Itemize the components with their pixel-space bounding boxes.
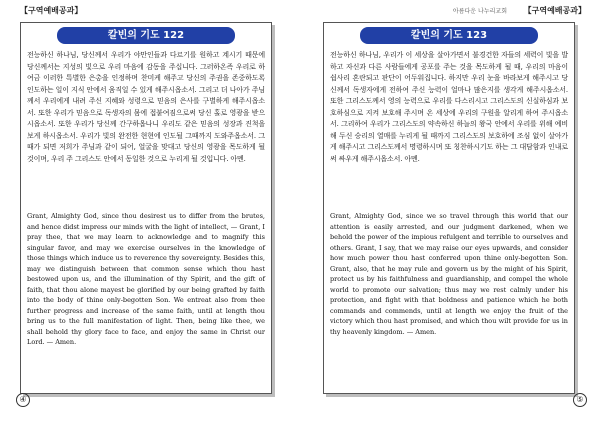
english-prayer-text: Grant, Almighty God, since thou desirest us to differ from the brutes, and hence didst impress our minds with the light of intellect, — Grant, I pray thee, that we may learn to acknowledge and to magnify this singular favor, and may we exercise ourselves in the knowledge of those things which induce us to reverence thy sovereignty. Besides this, may we distinguish between that common sense which thou hast bestowed upon us, and the illumination of thy Spirit, and the gift of faith, that thou alone mayest be glorified by our being grafted by faith into the body of thine only-begotten Son. We entreat also from thee further progress and increase of the same faith, until at length thou bring us to the full manifestation of light. Then, being like thee, we shall behold thy glory face to face, and enjoy the same in Christ our Lord. — Amen. (27, 212, 265, 346)
prayer-title: 칼빈의 기도 123 (360, 27, 538, 44)
korean-prayer-text: 전능하신 하나님, 당신께서 우리가 야만인들과 다르기를 원하고 계시기 때문에 당신께서는 지성의 빛으로 우리 마음에 감동을 주십니다. 그러하온즉 우리로 하여금 이러한 특별한 은총을 인정하며 찬미케 해주고 당신의 주권을 존중하도록 인도하는 일이 지식 안에서 움직일 수 있게 해주시옵소서. 그리고 더 나아가 주님께서 우리에게 내려 주신 지혜와 성령으로 믿음의 은사를 구별하게 해주시옵소서. 또한 우리가 믿음으로 독생자의 몸에 접붙여짐으로써 당신 홀로 영광을 받으시옵소서. 또한 우리가 당신께 간구하옵나니 우리도 같은 믿음의 성장과 진척을 보게 하시옵소서. 우리가 빛의 완전한 현현에 인도될 그때까지 도와주옵소서. 그때가 되면 저희가 주님과 같이 되어, 얼굴을 맞대고 당신의 영광을 목도하게 될 것이며, 우리 주 그리스도 안에서 동일한 것으로 누리게 될 것입니다. 아멘. (27, 51, 265, 163)
page-number: ④ (16, 393, 30, 407)
korean-prayer-text: 전능하신 하나님, 우리가 이 세상을 살아가면서 불경건한 자들의 세력이 빛을 발하고 자신과 다른 사람들에게 공포를 주는 것을 목도하게 될 때, 우리의 마음이 쉽사리 혼란되고 판단이 어두워집니다. 하지만 우리 눈을 바라보게 해주시고 당신께서 독생자에게 전하여 주신 능력이 얼마나 많은지를 생각게 해주시옵소서. 또한 그리스도께서 영의 능력으로 우리를 다스리시고 그리스도의 신실하심과 보호하심으로 지켜 보호해 주시며 온 세상에 우리의 구원을 알리게 하여 주시옵소서. 그리하여 우리가 그리스도의 약속하신 하늘의 왕국 안에서 우리를 위해 예비해 두신 승리의 열매를 누리게 될 때까지 그리스도의 보호하에 조심 없이 살아가게 해주시고 그리스도께서 명령하시며 또 칭찬하시기도 하는 그 대담함과 인내로써 싸우게 해주시옵소서. 아멘. (330, 51, 568, 163)
section-tag: 【구역예배공과】 (523, 6, 586, 15)
prayer-card (20, 22, 272, 394)
page-number: ⑤ (573, 393, 587, 407)
english-prayer-text: Grant, Almighty God, since we so travel through this world that our attention is easily arrested, and our judgment darkened, when we behold the power of the impious refulgent and terrible to ourselves and others. Grant, I say, that we may raise our eyes upwards, and consider how much power thou hast conferred upon thine only-begotten Son. Grant, also, that he may rule and govern us by the might of his Spirit, protect us by his faithfulness and guardianship, and compel the whole world to promote our salvation; thus may we rest calmly under his protection, and fight with that boldness and patience which he both commands and commends, until at length we enjoy the fruit of the victory which thou hast promised, and which thou wilt provide for us in thy heavenly kingdom. — Amen. (330, 212, 568, 336)
section-tag: 【구역예배공과】 (20, 6, 83, 15)
prayer-title: 칼빈의 기도 122 (57, 27, 235, 44)
right-page (300, 0, 600, 424)
church-name: 아름다운 나누리교회 (452, 8, 507, 15)
prayer-card (323, 22, 575, 394)
